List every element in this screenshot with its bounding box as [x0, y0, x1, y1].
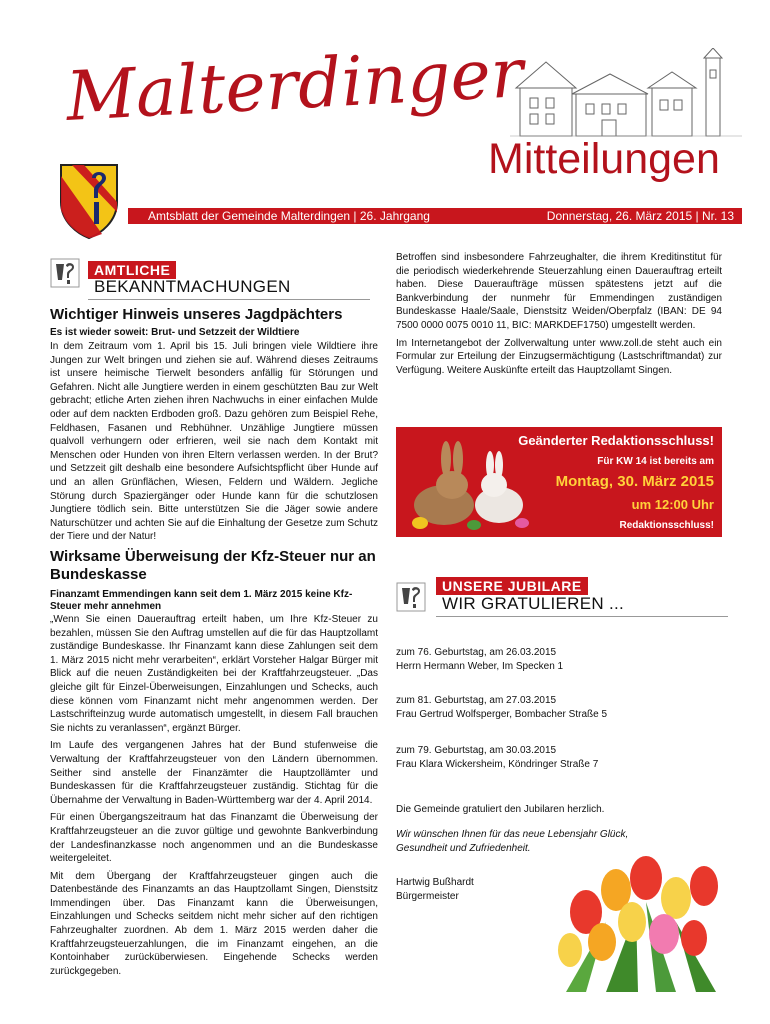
townhall-illustration	[506, 48, 746, 140]
jubilar-entry	[396, 694, 716, 722]
redaktionsschluss-box	[396, 427, 722, 537]
jubilar-entry	[396, 646, 716, 674]
paragraph: Mit dem Übergang der Kraftfahrzeugsteuer gingen auch die Datenbestände des Finanzamts an das Hauptzollamt Singen, Dienstsitz Immendingen über. Das Finanzamt kann die Überweisungen, Einzahlungen und Schecks seitdem nicht mehr sicher auf den richtigen Fahrzeughalter zuordnen. Ab dem 1. März 2015 werden daher die Kraftfahrzeugsteuerzahlungen, die im Finanzamt eingehen, an die Kontoinhaber zurücküberwiesen. Eingehende Schecks werden zurückgegeben.	[50, 870, 378, 977]
section-title-amtliche: AMTLICHE	[88, 261, 176, 279]
masthead-bar	[128, 208, 742, 224]
tulip-bouquet-image	[546, 842, 724, 992]
section-icon	[50, 258, 80, 288]
article-title-kfz: Wirksame Überweisung der Kfz-Steuer nur an Bundeskasse	[50, 548, 376, 583]
easter-bunny-image	[404, 435, 534, 533]
paragraph: Im Internetangebot der Zollverwaltung unter www.zoll.de steht auch ein Formular zur Erteilung der Einzugsermächtigung (Lastschriftmandat) zur Verfügung. Weitere Auskünfte erteilt das Hauptzollamt Singen.	[396, 337, 722, 376]
closing-wish: Wir wünschen Ihnen für das neue Lebensjahr Glück, Gesundheit und Zufriedenheit.	[396, 829, 629, 854]
redaktion-time: um 12:00 Uhr	[631, 497, 714, 512]
article-continued	[396, 251, 722, 381]
article-body-jagd	[50, 340, 378, 548]
jubilar-entry	[396, 744, 716, 772]
section-icon	[396, 582, 426, 612]
paragraph: Betroffen sind insbesondere Fahrzeughalter, die ihrem Kreditinstitut für die periodisch wiederkehrende Steuerzahlung einen Dauerauftrag erteilt haben. Diese Daueraufträge müssen spätestens jetzt auf die Bankverbindung der nunmehr für Emmendingen zuständigen Bundeskasse Haale/Saale, Dienstsitz Weiden/Oberpfalz (IBAN: DE 94 7500 0000 0075 0010 11, BIC: MARKDEF1750) umgestellt werden.	[396, 252, 722, 331]
paragraph: Für einen Übergangszeitraum hat das Finanzamt die Überweisung der Kraftfahrzeugsteuer an die zuvor gültige und gewohnte Bankverbindung der Landesfinanzkasse noch angenommen und an die Bundeskasse weitergeleitet.	[50, 812, 378, 865]
section-subtitle-bekanntmachungen: BEKANNTMACHUNGEN	[88, 277, 370, 300]
article-body-kfz	[50, 613, 378, 982]
signature-title: Bürgermeister	[396, 891, 459, 902]
paragraph: In dem Zeitraum vom 1. April bis 15. Juli bringen viele Wildtiere ihre Jungen zur Welt bringen und ziehen sie auf. Während dieses Zeitraums ist unsere heimische Tierwelt besonders anfällig für Störungen und Gefahren. Nicht alle Jungtiere werden in einem geschützten Bau zur Welt gebracht; etliche Arten ziehen ihren Nachwuchs in einer einfachen Mulde oder auf dem nackten Erdboden groß. Dazu gehören zum Beispiel Rehe, Feldhasen, Fasanen und Rebhühner. Unzählige Jungtiere müssen qualvoll verhungern oder erfrieren, weil sie nach dem Kontakt mit Menschen oder Hunden von ihren Eltern verlassen werden. In der Brut? und Setzzeit gilt deshalb eine besondere Aufsichtspflicht über Hunde auf und an allen Grünflächen, Wiesen, Feldern und Wäldern. Jegliche Störung durch Spaziergänger oder Hunde kann für die schutzlosen Jungtiere tödlich sein. Bitte unterstützen Sie die Jäger sowie andere Naturschützer und achten Sie auf die Einhaltung der Gesetze zum Schutz der Tiere und der Natur!	[50, 341, 378, 543]
signature-name: Hartwig Bußhardt	[396, 877, 474, 888]
issue-info: Amtsblatt der Gemeinde Malterdingen | 26. Jahrgang	[148, 209, 430, 223]
jubilar-date: zum 81. Geburtstag, am 27.03.2015	[396, 695, 557, 706]
redaktion-label: Redaktionsschluss!	[619, 520, 714, 531]
redaktion-title: Geänderter Redaktionsschluss!	[518, 433, 714, 448]
jubilar-name: Frau Gertrud Wolfsperger, Bombacher Straße 5	[396, 709, 608, 720]
redaktion-date: Montag, 30. März 2015	[555, 473, 714, 490]
article-title-jagd: Wichtiger Hinweis unseres Jagdpächters	[50, 306, 343, 323]
masthead-subtitle: Mitteilungen	[488, 135, 720, 183]
paragraph: Im Laufe des vergangenen Jahres hat der Bund stufenweise die Verwaltung der Kraftfahrzeugsteuer von den Ländern übernommen. Seither sind anstelle der Finanzämter die Hauptzollämter und Bundeskassen für die Kraftfahrzeugsteuer zuständig. Stichtag für die Übernahme der Verwaltung in Baden-Württemberg war der 4. April 2014.	[50, 740, 378, 806]
redaktion-note: Für KW 14 ist bereits am	[597, 456, 714, 467]
closing-greeting: Die Gemeinde gratuliert den Jubilaren herzlich.	[396, 804, 605, 815]
paragraph: „Wenn Sie einen Dauerauftrag erteilt haben, um Ihre Kfz-Steuer zu bezahlen, müssen Sie den Auftrag umstellen auf die für das Hauptzollamt zuständige Bundeskasse. Ihr Finanzamt kann diese Zahlungen seit dem 1. März 2015 nicht mehr verarbeiten“, erklärt Vorsteher Halgar Bürger mit Blick auf die neuen Zuständigkeiten bei der Kraftfahrzeugsteuer. „Das gleiche gilt für Einzel-Überweisungen, Einzahlungen und Schecks, auch diese können vom Finanzamt nicht mehr angenommen werden. Der Lastschrifteinzug wurde automatisch umgestellt, in diesem Fall brauchen Sie nichts zu veranlassen“, ergänzt Bürger.	[50, 614, 378, 734]
section-title-jubilare: UNSERE JUBILARE	[436, 577, 588, 595]
article-lead-jagd: Es ist wieder soweit: Brut- und Setzzeit der Wildtiere	[50, 327, 300, 338]
issue-date: Donnerstag, 26. März 2015 | Nr. 13	[546, 209, 734, 223]
jubilar-date: zum 79. Geburtstag, am 30.03.2015	[396, 745, 557, 756]
article-lead-kfz: Finanzamt Emmendingen kann seit dem 1. März 2015 keine Kfz-Steuer mehr annehmen	[50, 589, 353, 612]
masthead-logo: Malterdinger	[64, 34, 526, 137]
section-subtitle-gratulieren: WIR GRATULIEREN ...	[436, 594, 728, 617]
jubilar-date: zum 76. Geburtstag, am 26.03.2015	[396, 647, 557, 658]
coat-of-arms-icon	[58, 162, 120, 240]
jubilar-name: Herrn Hermann Weber, Im Specken 1	[396, 661, 564, 672]
jubilar-name: Frau Klara Wickersheim, Köndringer Straße 7	[396, 759, 599, 770]
